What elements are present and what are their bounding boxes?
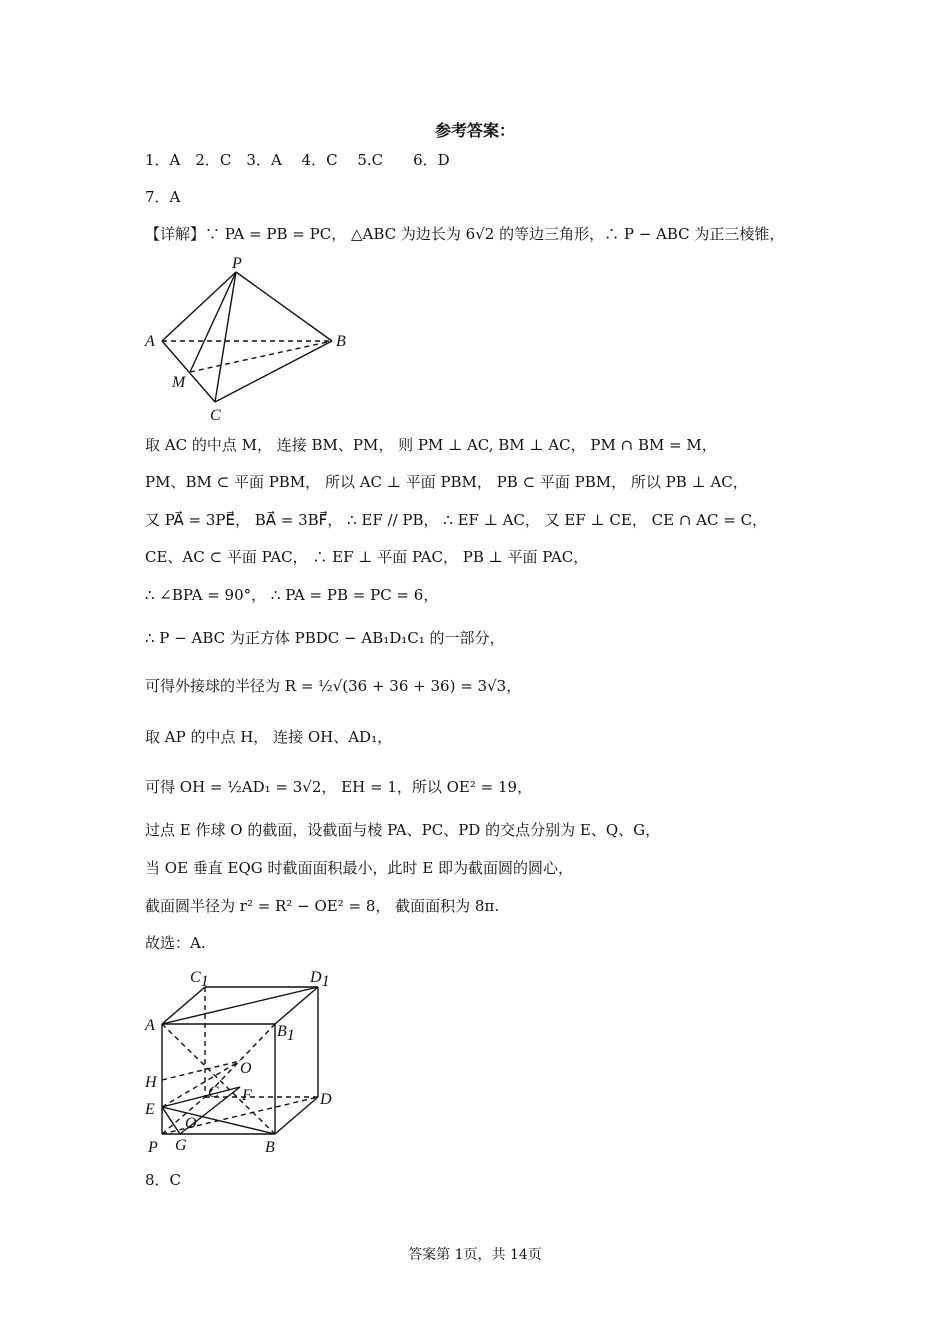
explanation-line-8: 可得外接球的半径为 R = ½√(36 + 36 + 36) = 3√3， xyxy=(145,677,522,695)
edge-BC xyxy=(215,341,332,402)
label-C: C xyxy=(208,1084,219,1101)
label-D: D xyxy=(320,1091,332,1108)
explanation-line-13: 截面圆半径为 r² = R² − OE² = 8， 截面面积为 8π. xyxy=(145,897,500,915)
label-B: B xyxy=(265,1139,275,1156)
label-B1: B1 xyxy=(277,1023,295,1044)
explanation-line-3: PM、BM ⊂ 平面 PBM， 所以 AC ⊥ 平面 PBM， PB ⊂ 平面 PBM， 所以 PB ⊥ AC， xyxy=(145,473,748,491)
explanation-line-2: 取 AC 的中点 M， 连接 BM、PM， 则 PM ⊥ AC, BM ⊥ AC， PM ∩ BM = M， xyxy=(145,436,717,454)
choice-line: 故选：A. xyxy=(145,934,206,952)
label-Q: O xyxy=(185,1115,197,1132)
label-D1: D1 xyxy=(310,969,330,990)
explanation-line-7: ∴ P − ABC 为正方体 PBDC − AB₁D₁C₁ 的一部分， xyxy=(145,629,505,647)
explanation-line-10: 可得 OH = ½AD₁ = 3√2， EH = 1，所以 OE² = 19， xyxy=(145,778,533,796)
explanation-line-1: 【详解】∵ PA = PB = PC， △ABC 为边长为 6√2 的等边三角形，∴ P − ABC 为正三棱锥， xyxy=(145,225,785,243)
label-M: M xyxy=(172,374,186,391)
edge-BM-hidden xyxy=(190,341,332,372)
label-G: G xyxy=(175,1137,187,1154)
segment-EO-hidden xyxy=(162,1061,240,1107)
label-A: A xyxy=(145,1017,155,1034)
segment-HO-hidden xyxy=(162,1061,240,1080)
page-footer: 答案第 1页，共 14页 xyxy=(408,1247,542,1263)
label-P: P xyxy=(232,255,242,272)
edge-PC xyxy=(215,272,236,402)
label-E: E xyxy=(145,1101,155,1118)
label-C1: C1 xyxy=(190,969,209,990)
explanation-line-9: 取 AP 的中点 H， 连接 OH、AD₁， xyxy=(145,728,393,746)
label-A: A xyxy=(145,333,155,350)
explanation-line-11: 过点 E 作球 O 的截面，设截面与棱 PA、PC、PD 的交点分别为 E、Q、G， xyxy=(145,821,661,839)
q7-label: 7．A xyxy=(145,188,181,206)
label-B: B xyxy=(336,333,346,350)
explanation-line-4: 又 PA⃗ = 3PE⃗， BA⃗ = 3BF⃗， ∴ EF // PB， ∴ EF ⊥ AC， 又 EF ⊥ CE， CE ∩ AC = C， xyxy=(145,511,768,529)
edge-PM xyxy=(190,272,236,372)
page-title: 参考答案： xyxy=(434,121,515,140)
label-F: F xyxy=(242,1087,252,1104)
explanation-line-6: ∴ ∠BPA = 90°， ∴ PA = PB = PC = 6， xyxy=(145,586,439,604)
edge-PA xyxy=(162,272,236,341)
label-P: P xyxy=(148,1139,158,1156)
tetrahedron-figure xyxy=(140,252,360,427)
q8-label: 8．C xyxy=(145,1171,182,1189)
diag-AB-hidden xyxy=(162,1024,275,1134)
label-O: O xyxy=(240,1060,252,1077)
explanation-line-12: 当 OE 垂直 EQG 时截面面积最小，此时 E 即为截面圆的圆心， xyxy=(145,859,574,877)
edge-AD1 xyxy=(162,987,318,1024)
edge-PB xyxy=(236,272,332,341)
label-H: H xyxy=(145,1074,157,1091)
edge-AC xyxy=(162,341,215,402)
cube-figure xyxy=(140,962,350,1162)
explanation-line-5: CE、AC ⊂ 平面 PAC， ∴ EF ⊥ 平面 PAC， PB ⊥ 平面 PAC， xyxy=(145,548,589,566)
label-C: C xyxy=(210,407,221,424)
answers-line: 1．A 2．C 3．A 4．C 5.C 6．D xyxy=(145,151,450,169)
